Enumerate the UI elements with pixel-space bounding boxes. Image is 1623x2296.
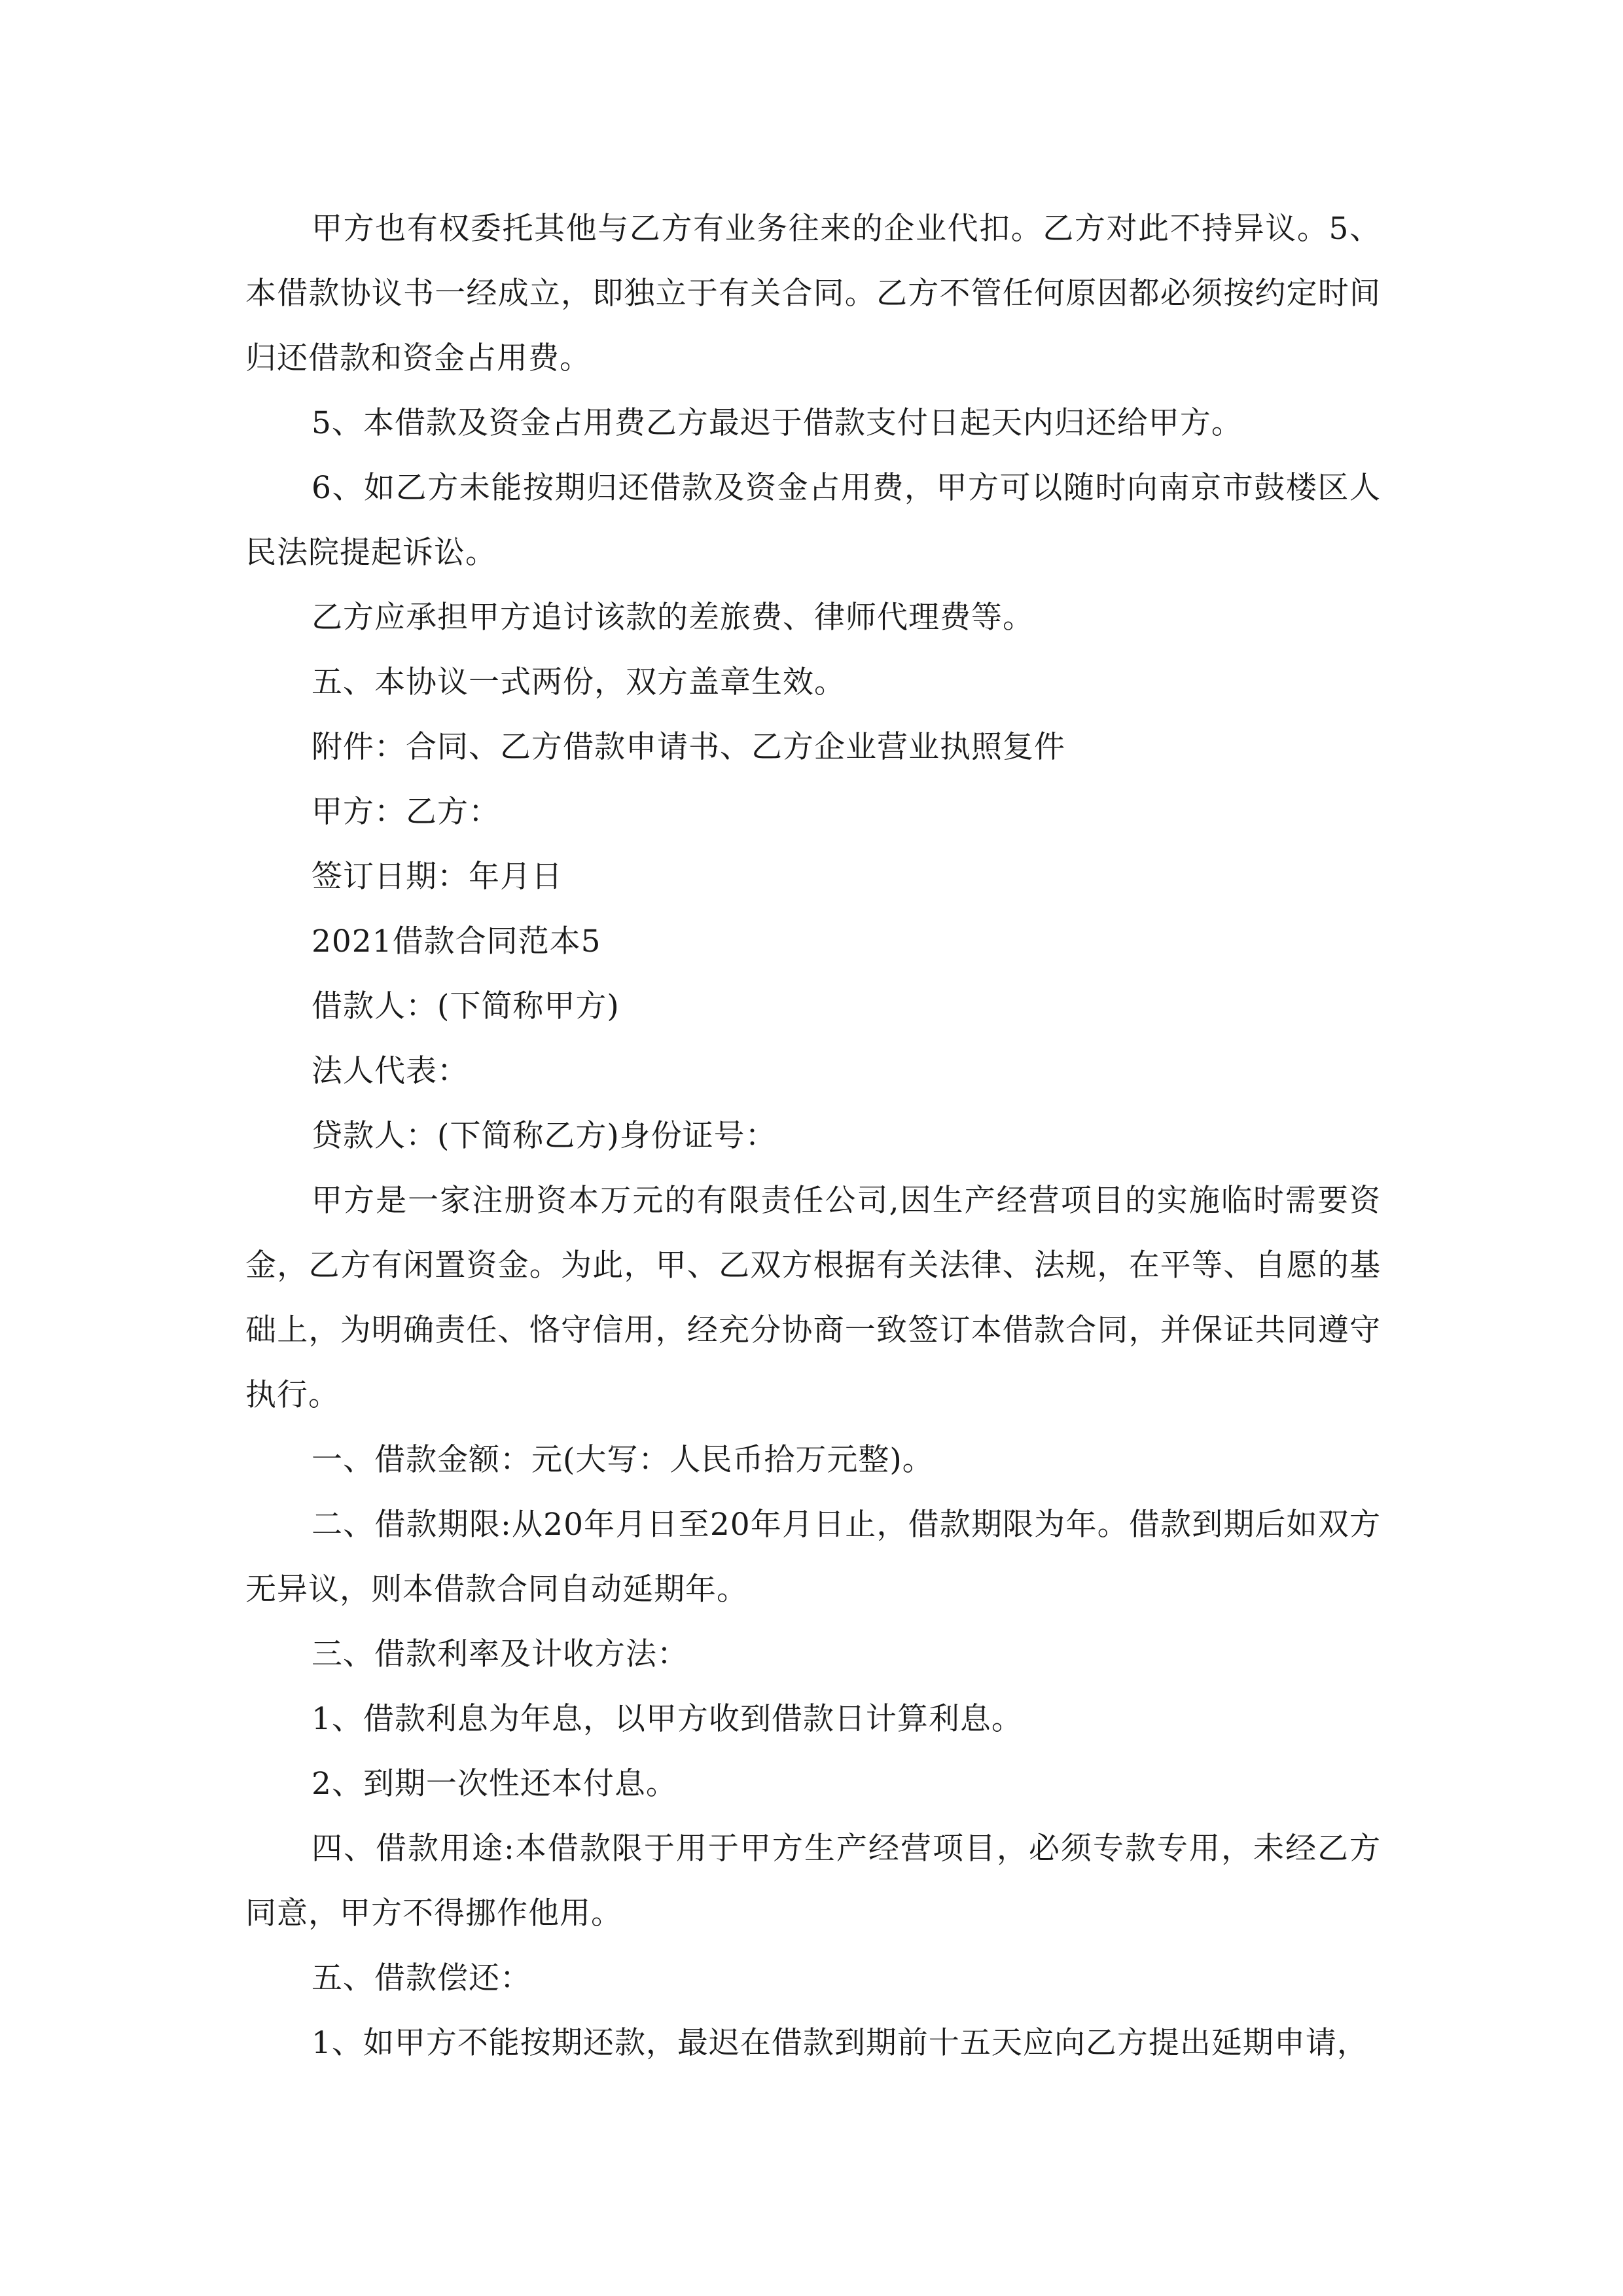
paragraph: 甲方是一家注册资本万元的有限责任公司,因生产经营项目的实施临时需要资金，乙方有闲置资金。为此，甲、乙双方根据有关法律、法规，在平等、自愿的基础上，为明确责任、恪守信用，经充分协商一致签订本借款合同，并保证共同遵守执行。 (245, 1183, 1381, 1413)
paragraph: 五、本协议一式两份，双方盖章生效。 (312, 664, 846, 700)
section-title: 2021借款合同范本5 (312, 924, 601, 960)
document-body (245, 196, 1381, 2075)
paragraph: 一、借款金额：元(大写：人民币拾万元整)。 (312, 1442, 934, 1478)
paragraph: 6、如乙方未能按期归还借款及资金占用费，甲方可以随时向南京市鼓楼区人民法院提起诉讼。 (245, 470, 1381, 571)
paragraph: 附件：合同、乙方借款申请书、乙方企业营业执照复件 (312, 729, 1065, 765)
paragraph: 1、如甲方不能按期还款，最迟在借款到期前十五天应向乙方提出延期申请， (312, 2025, 1368, 2061)
paragraph: 四、借款用途:本借款限于用于甲方生产经营项目，必须专款专用，未经乙方同意，甲方不得挪作他用。 (245, 1831, 1381, 1931)
paragraph: 五、借款偿还： (312, 1960, 531, 1996)
paragraph: 签订日期：年月日 (312, 859, 563, 895)
paragraph: 5、本借款及资金占用费乙方最迟于借款支付日起天内归还给甲方。 (312, 405, 1243, 441)
paragraph: 贷款人：(下简称乙方)身份证号： (312, 1118, 777, 1154)
paragraph: 三、借款利率及计收方法： (312, 1636, 688, 1672)
paragraph: 法人代表： (312, 1053, 469, 1089)
paragraph: 1、借款利息为年息，以甲方收到借款日计算利息。 (312, 1701, 1023, 1737)
paragraph: 甲方也有权委托其他与乙方有业务往来的企业代扣。乙方对此不持异议。5、本借款协议书一经成立，即独立于有关合同。乙方不管任何原因都必须按约定时间归还借款和资金占用费。 (245, 211, 1381, 376)
paragraph: 二、借款期限:从20年月日至20年月日止，借款期限为年。借款到期后如双方无异议，则本借款合同自动延期年。 (245, 1507, 1381, 1607)
paragraph: 2、到期一次性还本付息。 (312, 1766, 677, 1802)
paragraph: 借款人：(下简称甲方) (312, 988, 620, 1024)
paragraph: 甲方：乙方： (312, 794, 500, 830)
paragraph: 乙方应承担甲方追讨该款的差旅费、律师代理费等。 (312, 600, 1034, 636)
